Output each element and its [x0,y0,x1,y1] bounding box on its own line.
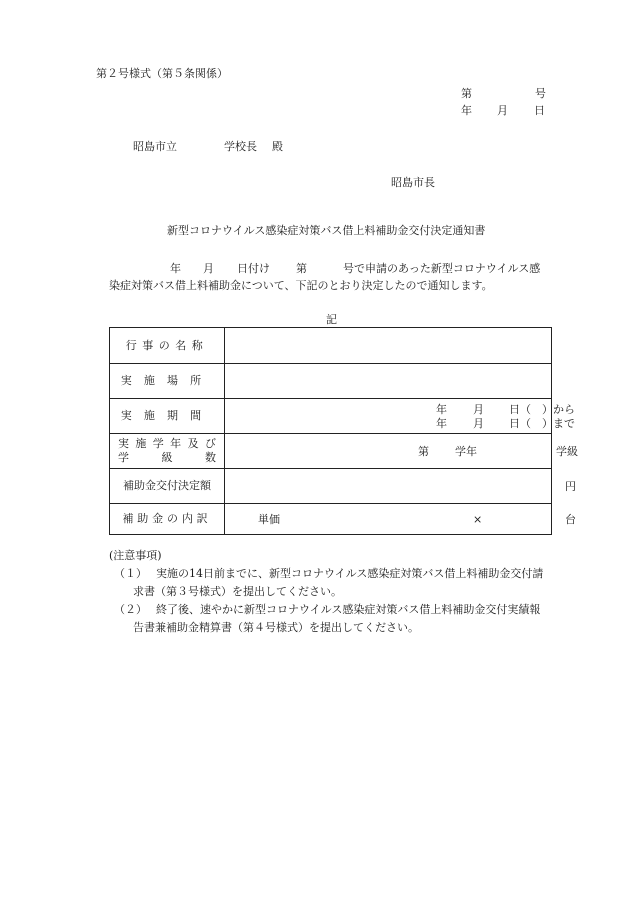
grade-suffix: 学年 [455,445,477,458]
row-grade-class [110,433,578,468]
ki-heading: 記 [326,313,337,326]
event-name-value [225,328,551,363]
note-1-line2: 求書（第３号様式）を提出してください。 [133,585,342,598]
period-to-year: 年 [436,417,447,430]
issue-date-month: 月 [497,104,508,117]
issue-date-year: 年 [461,104,472,117]
row-event-name [110,328,551,363]
event-name-label: 行事の名称 [110,328,225,363]
decision-table [109,327,578,535]
grade-prefix: 第 [418,445,429,458]
amount-unit: 円 [565,480,576,493]
addressee-honorific: 殿 [272,140,283,153]
body-month: 月 [203,262,214,275]
breakdown-label: 補助金の内訳 [110,504,225,534]
grade-label-char: 級 [161,451,173,464]
note-2-line2: 告書兼補助金精算書（第４号様式）を提出してください。 [133,621,419,634]
venue-value [225,364,551,398]
multiply-sign: × [473,513,483,526]
period-from-day: 日（ ）から [509,403,575,416]
unit-price-label: 単価 [258,513,280,526]
period-to-month: 月 [473,417,484,430]
grade-label-char: 及 [187,437,199,450]
period-value [225,399,575,433]
body-line1-rest: 号で申請のあった新型コロナウイルス感 [343,262,541,275]
grade-class-value [225,434,578,468]
addressee-city: 昭島市立 [133,140,177,153]
grade-label-char: 施 [135,437,147,450]
sender-name: 昭島市長 [391,176,435,189]
body-date-suffix: 日付け [237,262,270,275]
breakdown-value [225,504,576,534]
document-title: 新型コロナウイルス感染症対策バス借上料補助金交付決定通知書 [167,224,486,237]
grade-label-char: 学 [118,451,129,464]
period-label: 実施期間 [110,399,225,433]
period-from-month: 月 [473,403,484,416]
form-number: 第２号様式（第５条関係） [96,67,228,80]
addressee-school: 学校長 [224,140,257,153]
vehicle-unit: 台 [565,513,576,526]
issue-date-day: 日 [534,104,545,117]
row-period [110,398,575,433]
grade-label-char: 数 [205,451,216,464]
body-number-prefix: 第 [296,262,307,275]
note-2-line1: 終了後、速やかに新型コロナウイルス感染症対策バス借上料補助金交付実績報 [156,603,541,616]
row-amount [110,468,576,503]
grade-label-char: び [204,437,216,450]
body-line2: 染症対策バス借上料補助金について、下記のとおり決定したので通知します。 [109,279,493,292]
amount-value [225,469,576,503]
row-breakdown [110,503,576,534]
class-suffix: 学級 [556,445,578,458]
grade-label-char: 実 [118,437,129,450]
body-year: 年 [170,262,181,275]
amount-label: 補助金交付決定額 [110,469,225,503]
period-to-day: 日（ ）まで [509,417,575,430]
notes-heading: (注意事項) [109,549,162,562]
doc-number-prefix: 第 [461,87,472,100]
doc-number-suffix: 号 [535,87,546,100]
grade-class-label-line1 [118,437,216,451]
grade-class-label [110,434,225,468]
row-venue [110,363,551,398]
note-1-line1: 実施の14日前までに、新型コロナウイルス感染症対策バス借上料補助金交付請 [156,567,544,580]
grade-label-char: 年 [170,437,182,450]
venue-label: 実施場所 [110,364,225,398]
grade-label-char: 学 [152,437,164,450]
note-2-number: （２） [114,603,147,616]
note-1-number: （１） [114,567,147,580]
grade-class-label-line2 [118,451,216,465]
period-from-year: 年 [436,403,447,416]
